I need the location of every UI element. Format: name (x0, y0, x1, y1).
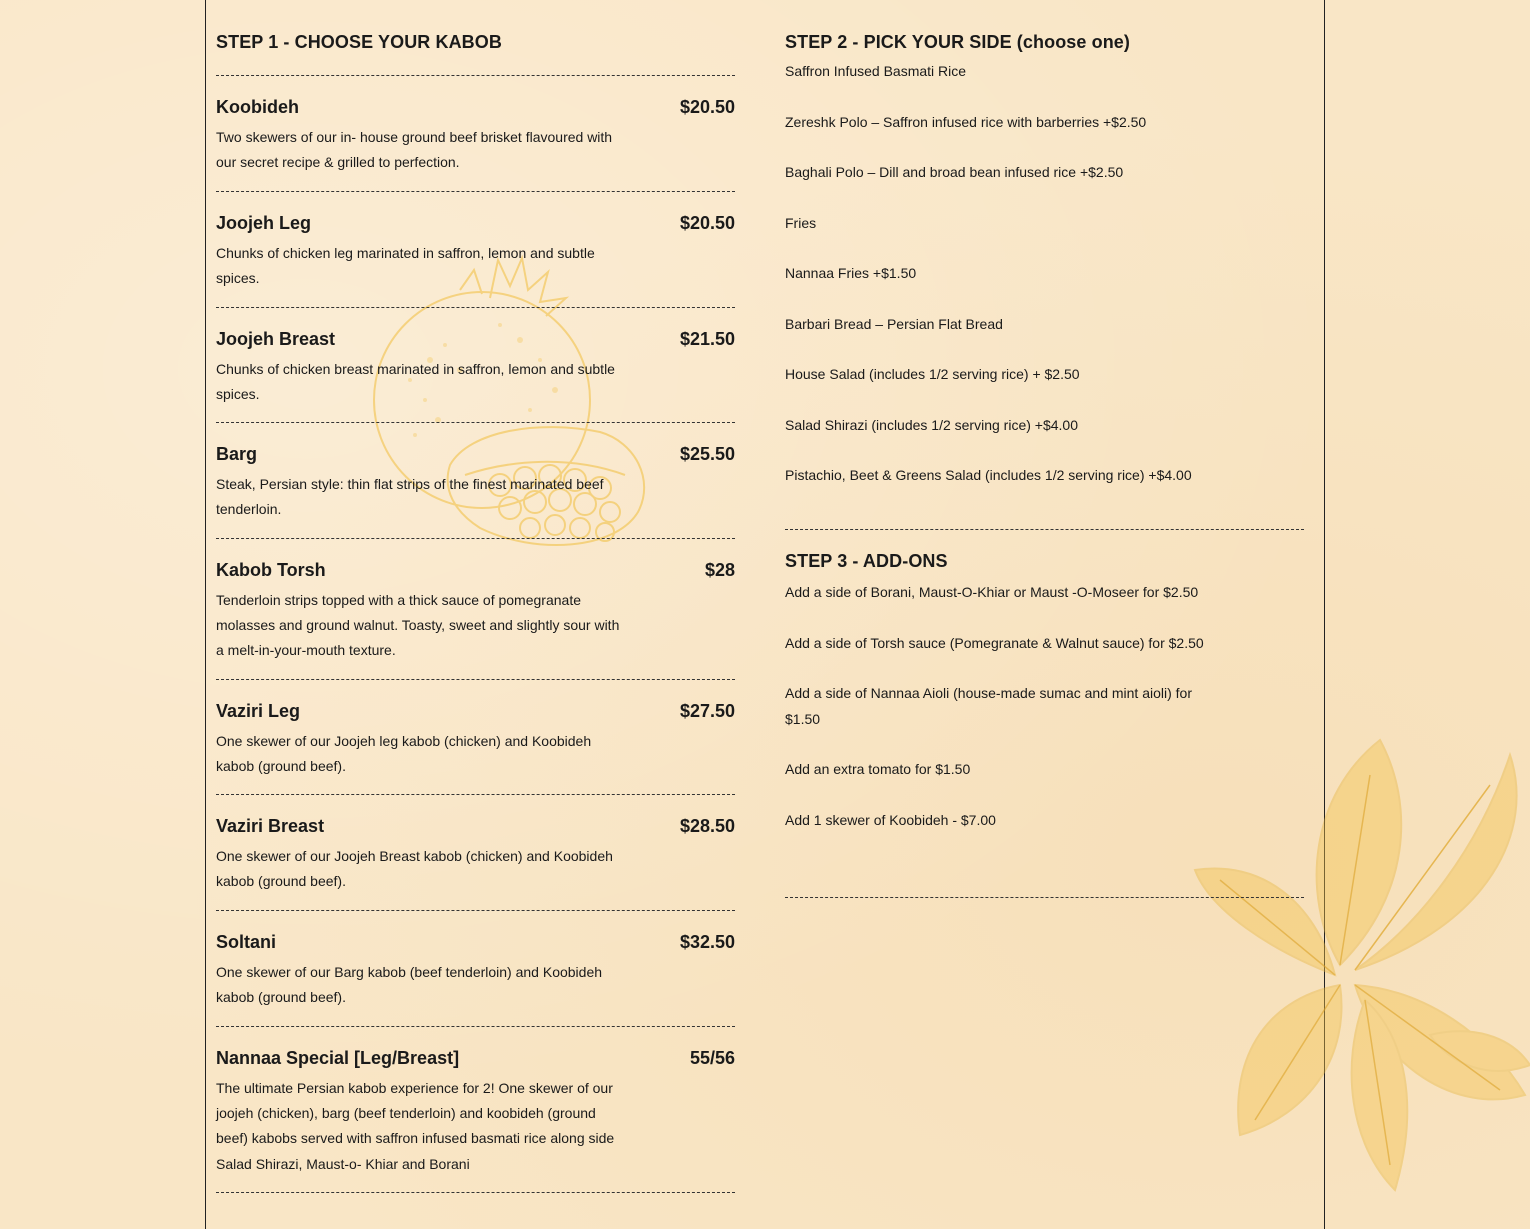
menu-item-joojeh-breast (216, 329, 735, 409)
menu-item-barg (216, 444, 735, 524)
item-price: $28.50 (679, 816, 735, 836)
item-name: Soltani (216, 932, 277, 952)
side-option: Saffron Infused Basmati Rice (785, 63, 967, 79)
divider (216, 75, 735, 76)
divider (216, 422, 735, 423)
basil-leaves-illustration (1190, 735, 1530, 1195)
item-name: Vaziri Breast (216, 816, 325, 836)
side-option: Barbari Bread – Persian Flat Bread (785, 315, 1003, 332)
item-name: Koobideh (216, 97, 299, 117)
item-name: Nannaa Special [Leg/Breast] (216, 1048, 460, 1068)
item-price: 55/56 (689, 1048, 735, 1068)
side-option: Baghali Polo – Dill and broad bean infused rice +$2.50 (785, 164, 1124, 180)
menu-item-kabob-torsh (216, 560, 735, 665)
divider (216, 794, 735, 795)
item-name: Joojeh Breast (216, 329, 336, 349)
addon-option: Add a side of Nannaa Aioli (house-made sumac and mint aioli) for $1.50 (785, 685, 1192, 727)
item-price: $25.50 (679, 444, 735, 464)
item-price: $21.50 (679, 329, 735, 349)
addon-option: Add an extra tomato for $1.50 (785, 761, 971, 777)
step2-title: STEP 2 - PICK YOUR SIDE (choose one) (785, 32, 1131, 52)
addon-option: Add a side of Torsh sauce (Pomegranate & Walnut sauce) for $2.50 (785, 634, 1204, 651)
item-description: Steak, Persian style: thin flat strips of the finest marinated beef tenderloin. (216, 476, 604, 518)
item-price: $27.50 (679, 701, 735, 721)
item-description: Chunks of chicken breast marinated in saffron, lemon and subtle spices. (216, 361, 615, 403)
item-price: $28 (704, 560, 735, 580)
item-price: $20.50 (679, 97, 735, 117)
addon-option: Add a side of Borani, Maust-O-Khiar or Maust -O-Moseer for $2.50 (785, 584, 1199, 600)
side-option: Fries (785, 214, 817, 231)
divider (216, 307, 735, 308)
menu-item-koobideh (216, 97, 735, 177)
side-option: House Salad (includes 1/2 serving rice) + $2.50 (785, 366, 1080, 382)
step3-title: STEP 3 - ADD-ONS (785, 551, 948, 571)
item-price: $32.50 (679, 932, 735, 952)
item-name: Barg (216, 444, 258, 464)
side-option: Nannaa Fries +$1.50 (785, 265, 917, 281)
item-description: Chunks of chicken leg marinated in saffron, lemon and subtle spices. (216, 245, 595, 287)
addon-option: Add 1 skewer of Koobideh - $7.00 (785, 811, 996, 828)
item-name: Vaziri Leg (216, 701, 301, 721)
divider (216, 910, 735, 911)
side-option: Salad Shirazi (includes 1/2 serving rice) +$4.00 (785, 416, 1078, 433)
item-name: Kabob Torsh (216, 560, 326, 580)
divider (785, 529, 1304, 530)
divider (216, 1192, 735, 1193)
divider (216, 679, 735, 680)
addon-list (785, 580, 1205, 858)
side-option: Zereshk Polo – Saffron infused rice with barberries +$2.50 (785, 113, 1147, 130)
menu-item-joojeh-leg (216, 213, 735, 293)
menu-item-vaziri-breast (216, 816, 735, 896)
item-name: Joojeh Leg (216, 213, 312, 233)
menu-item-nannaa-special (216, 1048, 735, 1178)
item-price: $20.50 (679, 213, 735, 233)
divider (216, 191, 735, 192)
item-description: Two skewers of our in- house ground beef brisket flavoured with our secret recipe & grilled to perfection. (216, 129, 613, 171)
side-option: Pistachio, Beet & Greens Salad (includes 1/2 serving rice) +$4.00 (785, 467, 1192, 483)
step1-title: STEP 1 - CHOOSE YOUR KABOB (216, 32, 502, 52)
divider (216, 1026, 735, 1027)
side-options-list (785, 62, 1192, 517)
left-border-line (205, 0, 206, 1229)
item-description: Tenderloin strips topped with a thick sauce of pomegranate molasses and ground walnut. Toasty, sweet and slightly sour with a melt-in-your-mouth texture. (216, 592, 620, 659)
item-description: One skewer of our Joojeh Breast kabob (chicken) and Koobideh kabob (ground beef). (216, 848, 613, 890)
menu-item-vaziri-leg (216, 701, 735, 781)
item-description: One skewer of our Joojeh leg kabob (chicken) and Koobideh kabob (ground beef). (216, 733, 592, 775)
item-description: One skewer of our Barg kabob (beef tenderloin) and Koobideh kabob (ground beef). (216, 964, 603, 1006)
divider (216, 538, 735, 539)
menu-item-soltani (216, 932, 735, 1012)
item-description: The ultimate Persian kabob experience for 2! One skewer of our joojeh (chicken), barg (beef tenderloin) and koobideh (ground beef) kabobs served with saffron infused basmati rice along side Salad Shirazi, Maust-o- Khiar and Borani (216, 1080, 615, 1172)
divider (785, 897, 1304, 898)
